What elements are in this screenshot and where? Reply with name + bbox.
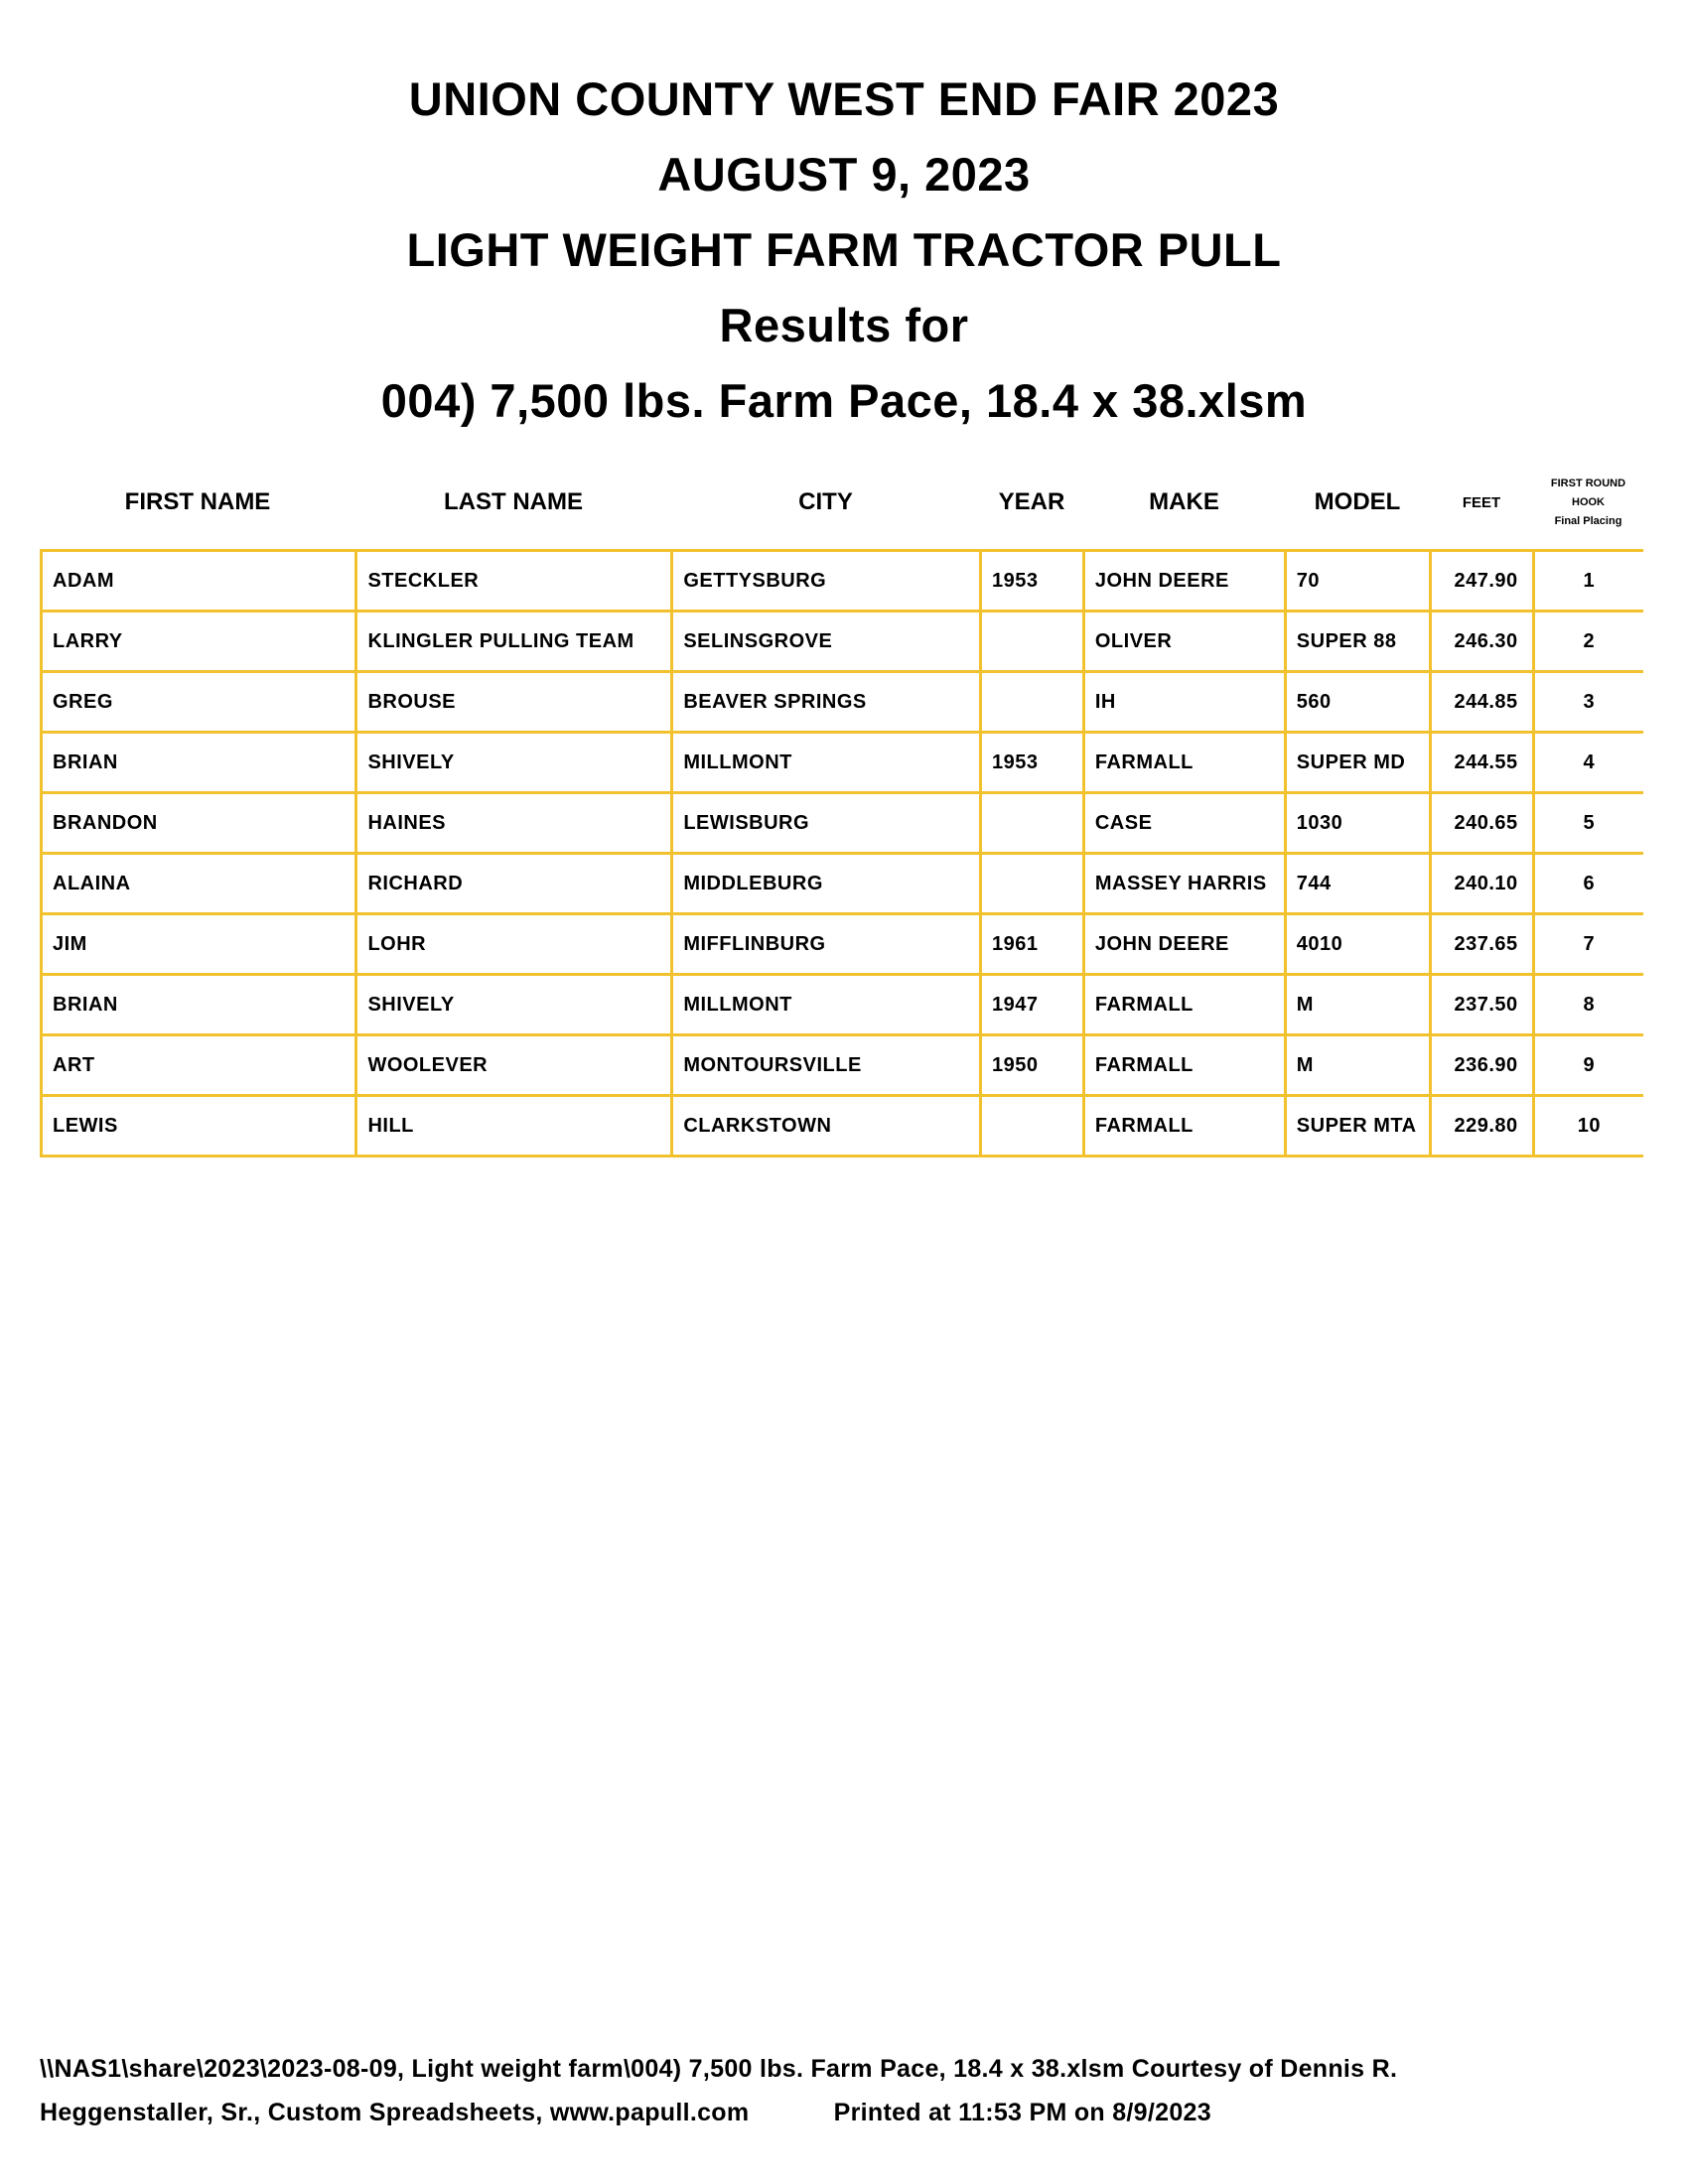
table-row [42, 975, 1644, 1035]
cell-year: 1947 [981, 975, 1084, 1035]
header-first-name: FIRST NAME [124, 488, 271, 515]
cell-feet: 240.10 [1430, 854, 1533, 914]
cell-make: JOHN DEERE [1083, 914, 1285, 975]
cell-first-name: BRIAN [42, 975, 356, 1035]
cell-year [981, 672, 1084, 733]
cell-make: FARMALL [1083, 733, 1285, 793]
cell-feet: 237.50 [1430, 975, 1533, 1035]
cell-feet: 244.85 [1430, 672, 1533, 733]
cell-model: 70 [1285, 551, 1430, 612]
cell-final-placing: 7 [1533, 914, 1643, 975]
cell-year: 1953 [981, 733, 1084, 793]
cell-year [981, 1096, 1084, 1157]
cell-first-name: ALAINA [42, 854, 356, 914]
cell-last-name: SHIVELY [356, 733, 672, 793]
cell-city: GETTYSBURG [672, 551, 981, 612]
cell-model: 4010 [1285, 914, 1430, 975]
cell-make: JOHN DEERE [1083, 551, 1285, 612]
cell-final-placing: 8 [1533, 975, 1643, 1035]
cell-model: SUPER MD [1285, 733, 1430, 793]
cell-model: SUPER 88 [1285, 612, 1430, 672]
cell-final-placing: 2 [1533, 612, 1643, 672]
cell-city: BEAVER SPRINGS [672, 672, 981, 733]
table-row [42, 914, 1644, 975]
cell-model: 1030 [1285, 793, 1430, 854]
cell-first-name: BRIAN [42, 733, 356, 793]
page-header [0, 62, 1688, 439]
cell-last-name: WOOLEVER [356, 1035, 672, 1096]
cell-first-name: ART [42, 1035, 356, 1096]
cell-last-name: SHIVELY [356, 975, 672, 1035]
cell-last-name: BROUSE [356, 672, 672, 733]
cell-year: 1961 [981, 914, 1084, 975]
table-row [42, 612, 1644, 672]
results-for-label: Results for [719, 299, 969, 351]
cell-final-placing: 3 [1533, 672, 1643, 733]
page-footer [40, 2047, 1658, 2134]
cell-feet: 237.65 [1430, 914, 1533, 975]
table-row [42, 1096, 1644, 1157]
cell-feet: 240.65 [1430, 793, 1533, 854]
cell-feet: 247.90 [1430, 551, 1533, 612]
results-table [40, 549, 1643, 1158]
cell-year [981, 854, 1084, 914]
cell-city: MIFFLINBURG [672, 914, 981, 975]
cell-final-placing: 6 [1533, 854, 1643, 914]
cell-last-name: KLINGLER PULLING TEAM [356, 612, 672, 672]
results-table-body [42, 551, 1644, 1157]
cell-last-name: HAINES [356, 793, 672, 854]
footer-credits: Heggenstaller, Sr., Custom Spreadsheets, www.papull.com [40, 2099, 750, 2126]
cell-year [981, 793, 1084, 854]
header-make: MAKE [1149, 488, 1219, 515]
header-last-name: LAST NAME [444, 488, 583, 515]
cell-make: OLIVER [1083, 612, 1285, 672]
cell-make: CASE [1083, 793, 1285, 854]
cell-year: 1950 [981, 1035, 1084, 1096]
cell-city: LEWISBURG [672, 793, 981, 854]
cell-last-name: LOHR [356, 914, 672, 975]
table-row [42, 793, 1644, 854]
cell-first-name: ADAM [42, 551, 356, 612]
header-placing-line1: FIRST ROUND [1550, 477, 1626, 489]
event-date: AUGUST 9, 2023 [657, 148, 1031, 201]
header-year: YEAR [998, 488, 1065, 515]
cell-final-placing: 4 [1533, 733, 1643, 793]
cell-make: FARMALL [1083, 1035, 1285, 1096]
cell-feet: 236.90 [1430, 1035, 1533, 1096]
cell-last-name: RICHARD [356, 854, 672, 914]
cell-city: CLARKSTOWN [672, 1096, 981, 1157]
header-placing-line2: HOOK [1572, 495, 1605, 508]
cell-model: 744 [1285, 854, 1430, 914]
cell-model: M [1285, 975, 1430, 1035]
cell-last-name: STECKLER [356, 551, 672, 612]
header-model: MODEL [1314, 488, 1401, 515]
cell-feet: 244.55 [1430, 733, 1533, 793]
cell-model: M [1285, 1035, 1430, 1096]
table-row [42, 854, 1644, 914]
table-row [42, 1035, 1644, 1096]
header-feet: FEET [1462, 493, 1501, 511]
cell-city: MIDDLEBURG [672, 854, 981, 914]
event-name: LIGHT WEIGHT FARM TRACTOR PULL [406, 223, 1282, 276]
cell-first-name: JIM [42, 914, 356, 975]
footer-printed-timestamp: Printed at 11:53 PM on 8/9/2023 [833, 2099, 1211, 2126]
cell-first-name: LEWIS [42, 1096, 356, 1157]
cell-final-placing: 1 [1533, 551, 1643, 612]
cell-city: MILLMONT [672, 975, 981, 1035]
header-city: CITY [798, 488, 853, 515]
cell-first-name: GREG [42, 672, 356, 733]
cell-last-name: HILL [356, 1096, 672, 1157]
cell-make: MASSEY HARRIS [1083, 854, 1285, 914]
cell-city: MILLMONT [672, 733, 981, 793]
cell-city: SELINSGROVE [672, 612, 981, 672]
cell-final-placing: 10 [1533, 1096, 1643, 1157]
cell-feet: 229.80 [1430, 1096, 1533, 1157]
cell-first-name: LARRY [42, 612, 356, 672]
cell-make: FARMALL [1083, 1096, 1285, 1157]
cell-year [981, 612, 1084, 672]
cell-make: FARMALL [1083, 975, 1285, 1035]
cell-final-placing: 5 [1533, 793, 1643, 854]
cell-first-name: BRANDON [42, 793, 356, 854]
cell-feet: 246.30 [1430, 612, 1533, 672]
footer-file-path: \\NAS1\share\2023\2023-08-09, Light weight farm\004) 7,500 lbs. Farm Pace, 18.4 x 38.xlsm Courtesy of Dennis R. [40, 2055, 1398, 2083]
cell-model: SUPER MTA [1285, 1096, 1430, 1157]
header-placing-line3: Final Placing [1554, 514, 1622, 527]
cell-final-placing: 9 [1533, 1035, 1643, 1096]
class-name: 004) 7,500 lbs. Farm Pace, 18.4 x 38.xlsm [380, 374, 1308, 427]
cell-year: 1953 [981, 551, 1084, 612]
table-row [42, 733, 1644, 793]
fair-title: UNION COUNTY WEST END FAIR 2023 [408, 72, 1280, 125]
table-header-row [40, 467, 1643, 538]
table-row [42, 672, 1644, 733]
cell-model: 560 [1285, 672, 1430, 733]
table-row [42, 551, 1644, 612]
cell-city: MONTOURSVILLE [672, 1035, 981, 1096]
header-final-placing [1533, 467, 1643, 538]
cell-make: IH [1083, 672, 1285, 733]
footer-credits-line [40, 2091, 1658, 2134]
